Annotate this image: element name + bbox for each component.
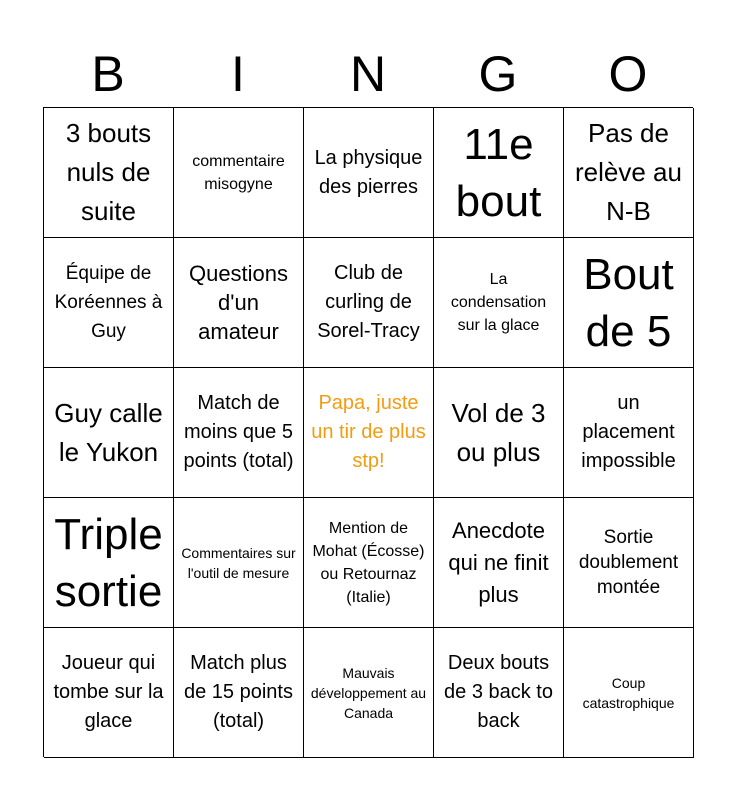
cell-text: un placement impossible: [581, 392, 676, 472]
bingo-cell-r3-c4[interactable]: [434, 368, 564, 498]
cell-text: Guy calle le Yukon: [54, 397, 163, 467]
bingo-cell-r5-c4[interactable]: [434, 628, 564, 758]
cell-text: Sortie doublement montée: [578, 527, 679, 598]
bingo-cell-r1-c5[interactable]: [564, 108, 694, 238]
bingo-cell-r5-c1[interactable]: [44, 628, 174, 758]
bingo-cell-r2-c1[interactable]: [44, 238, 174, 368]
cell-text: Coup catastrophique: [582, 674, 675, 711]
bingo-cell-r1-c1[interactable]: [44, 108, 174, 238]
cell-text: Match de moins que 5 points (total): [183, 392, 294, 472]
cell-text: Triple sortie: [54, 509, 163, 616]
cell-text: 3 bouts nuls de suite: [65, 118, 152, 226]
cell-text: Joueur qui tombe sur la glace: [53, 652, 164, 732]
cell-text: Mention de Mohat (Écosse) ou Retournaz (Italie): [312, 519, 425, 606]
cell-text: La condensation sur la glace: [450, 271, 547, 334]
cell-text: Équipe de Koréennes à Guy: [54, 263, 163, 342]
bingo-header: [43, 40, 693, 108]
bingo-cell-r1-c3[interactable]: [304, 108, 434, 238]
free-space-text: Papa, juste un tir de plus stp!: [311, 392, 426, 472]
cell-text: Anecdote qui ne finit plus: [448, 517, 549, 607]
cell-text: 11e bout: [455, 119, 542, 226]
bingo-cell-r2-c5[interactable]: [564, 238, 694, 368]
cell-text: La physique des pierres: [314, 146, 423, 198]
bingo-cell-r4-c4[interactable]: [434, 498, 564, 628]
bingo-cell-r4-c2[interactable]: [174, 498, 304, 628]
bingo-cell-r5-c2[interactable]: [174, 628, 304, 758]
header-letter-b: B: [91, 46, 125, 102]
header-letter-n: N: [349, 46, 387, 102]
cell-text: commentaire misogyne: [192, 152, 285, 193]
cell-text: Vol de 3 ou plus: [451, 397, 546, 467]
bingo-cell-r3-c2[interactable]: [174, 368, 304, 498]
bingo-cell-r1-c2[interactable]: [174, 108, 304, 238]
bingo-cell-r2-c2[interactable]: [174, 238, 304, 368]
bingo-cell-r5-c3[interactable]: [304, 628, 434, 758]
cell-text: Commentaires sur l'outil de mesure: [181, 544, 296, 581]
bingo-cell-r2-c4[interactable]: [434, 238, 564, 368]
cell-text: Questions d'un amateur: [188, 261, 289, 344]
header-letter-o: O: [608, 46, 648, 102]
cell-text: Mauvais développement au Canada: [310, 664, 427, 721]
cell-text: Club de curling de Sorel-Tracy: [317, 262, 420, 342]
bingo-cell-r1-c4[interactable]: [434, 108, 564, 238]
cell-text: Match plus de 15 points (total): [184, 652, 293, 732]
bingo-cell-r3-c5[interactable]: [564, 368, 694, 498]
bingo-cell-r4-c1[interactable]: [44, 498, 174, 628]
bingo-cell-r4-c5[interactable]: [564, 498, 694, 628]
bingo-cell-r4-c3[interactable]: [304, 498, 434, 628]
header-letter-i: I: [231, 46, 245, 102]
bingo-cell-r3-c3[interactable]: [304, 368, 434, 498]
cell-text: Pas de relève au N-B: [575, 118, 682, 226]
bingo-cell-r2-c3[interactable]: [304, 238, 434, 368]
bingo-cell-r5-c5[interactable]: [564, 628, 694, 758]
cell-text: Deux bouts de 3 back to back: [444, 652, 553, 732]
cell-text: Bout de 5: [583, 249, 674, 356]
bingo-cell-r3-c1[interactable]: [44, 368, 174, 498]
header-letter-g: G: [478, 46, 518, 102]
bingo-card-grid: [43, 107, 693, 757]
